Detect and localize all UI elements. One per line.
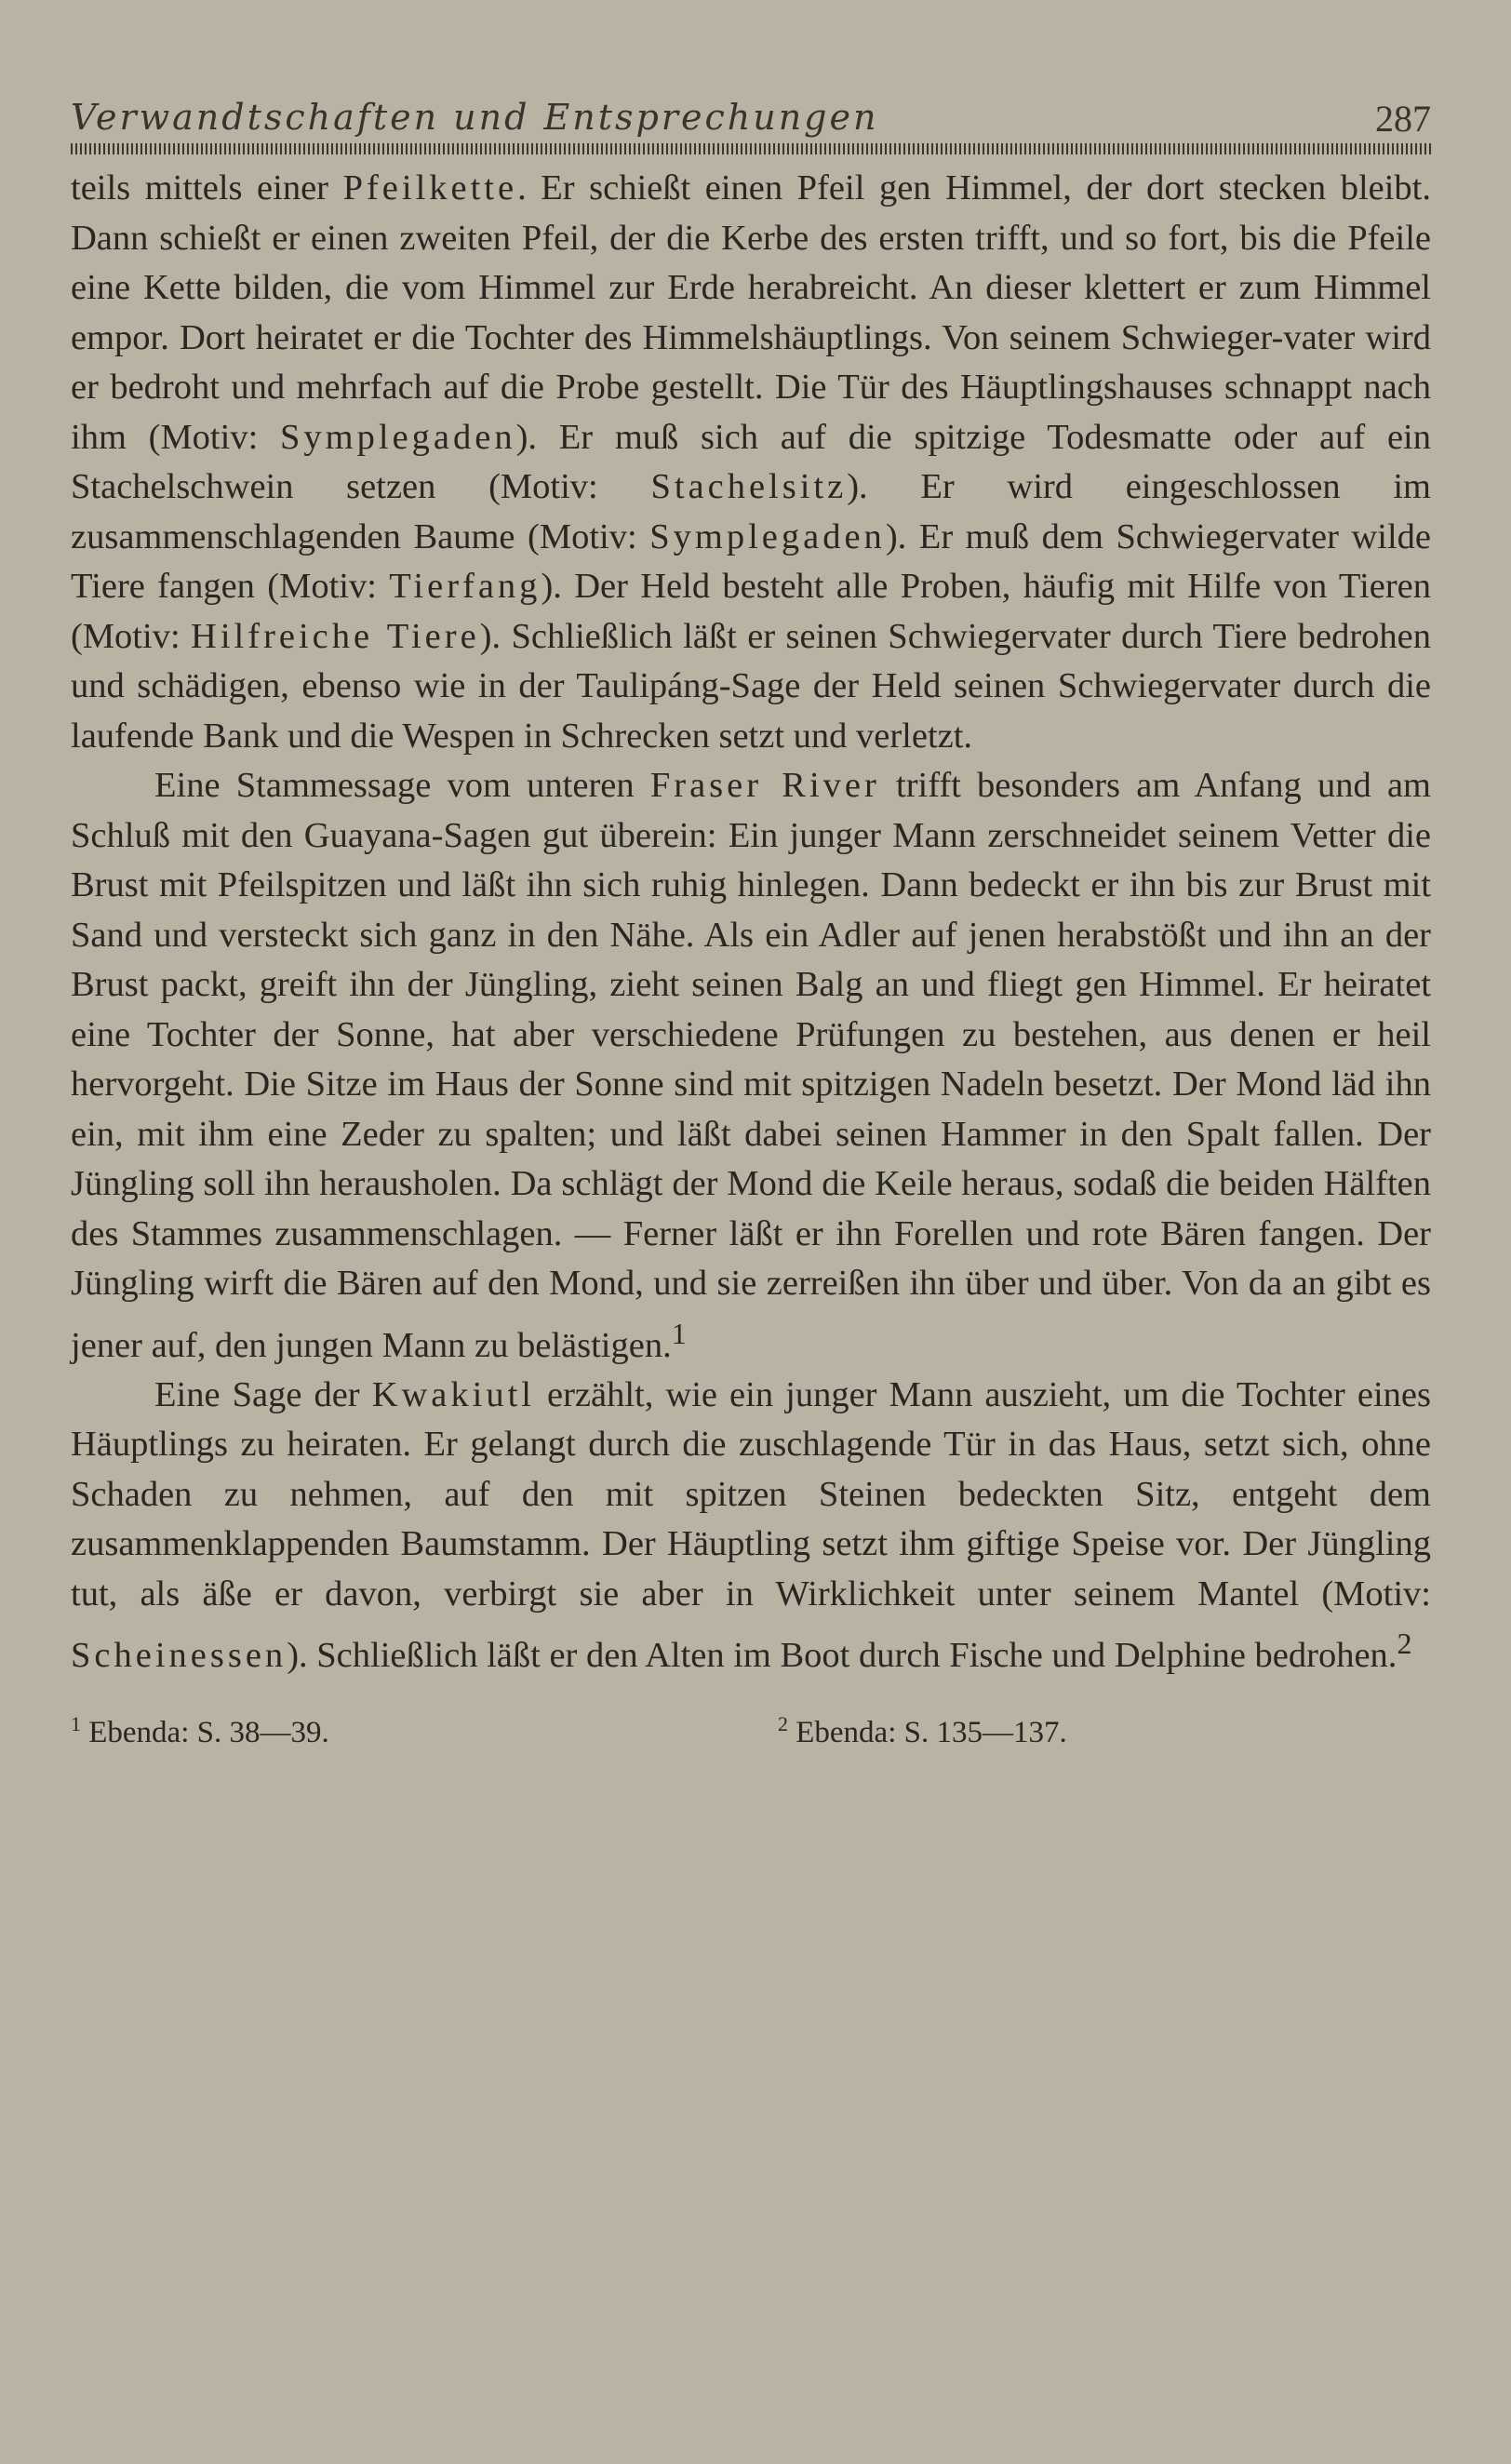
paragraph [71,164,1431,761]
footnote-reference: 1 [671,1316,687,1350]
spaced-emphasis: Hilfreiche Tiere [191,616,480,656]
spaced-emphasis: Symplegaden [649,516,886,556]
running-title: Verwandtschaften und Entsprechungen [71,97,879,138]
text-run: ). Schließlich läßt er seinen Schwiegervater durch Tiere bedrohen und schädigen, ebenso wie in der Taulipáng-Sage der Held seinen Schwiegervater durch die laufende Bank und die Wespen in Schrecken setzt und verletzt. [71,616,1431,756]
spaced-emphasis: Fraser River [649,766,880,805]
text-run: trifft besonders am Anfang und am Schluß mit den Guayana-Sagen gut überein: Ein junger Mann zerschneidet seinem Vetter die Brust mit Pfeilspitzen und läßt ihn sich ruhig hinlegen. Dann bedeckt er ihn bis zur Brust mit Sand und versteckt sich ganz in den Nähe. Als ein Adler auf jenen herabstößt und ihn an der Brust packt, greift ihn der Jüngling, zieht seinen Balg an und fliegt gen Himmel. Er heiratet eine Tochter der Sonne, hat aber verschiedene Prüfungen zu bestehen, aus denen er heil hervorgeht. Die Sitze im Haus der Sonne sind mit spitzigen Nadeln besetzt. Der Mond läd ihn ein, mit ihm eine Zeder zu spalten; und läßt dabei seinen Hammer in den Spalt fallen. Der Jüngling soll ihn herausholen. Da schlägt der Mond die Keile heraus, sodaß die beiden Hälften des Stammes zusammenschlagen. — Ferner läßt er ihn Forellen und rote Bären fangen. Der Jüngling wirft die Bären auf den Mond, und sie zerreißen ihn über und über. Von da an gibt es jener auf, den jungen Mann zu belästigen. [71,766,1432,1365]
text-run: ). Schließlich läßt er den Alten im Boot durch Fische und Delphine bedrohen. [287,1636,1397,1676]
text-run: teils mittels einer [71,168,343,208]
footnote-reference: 2 [1397,1627,1412,1661]
spaced-emphasis: Stachelsitz [650,467,848,506]
body-text [71,164,1431,1681]
text-run: Eine Sage der [154,1374,372,1414]
header-rule [71,143,1431,154]
text-run: Eine Stammessage vom unteren [154,766,650,805]
footnote-1 [71,1704,329,1753]
footnote-text: Ebenda: S. 38—39. [88,1715,329,1749]
footnote-mark: 2 [778,1711,788,1735]
footnote-text: Ebenda: S. 135—137. [796,1715,1067,1749]
text-run: ). Er wird eingeschlossen im zusammenschlagenden Baume (Motiv: [71,467,1431,556]
page-header [71,93,1431,145]
spaced-emphasis: Pfeilkette [342,168,518,208]
footnote-2 [778,1704,1067,1753]
text-run: ). Er muß sich auf die spitzige Todesmatte oder auf ein Stachelschwein setzen (Motiv: [71,417,1431,506]
spaced-emphasis: Symplegaden [280,417,516,457]
text-run: ). Der Held besteht alle Proben, häufig mit Hilfe von Tieren (Motiv: [71,567,1432,656]
paragraph [71,1371,1431,1681]
paragraph [71,761,1431,1371]
spaced-emphasis: Kwakiutl [371,1374,535,1414]
spaced-emphasis: Scheinessen [71,1636,287,1676]
text-run: erzählt, wie ein junger Mann auszieht, um die Tochter eines Häuptlings zu heiraten. Er gelangt durch die zuschlagende Tür in das Haus, setzt sich, ohne Schaden zu nehmen, auf den mit spitzen Steinen bedeckten Sitz, entgeht dem zusammenklappenden Baumstamm. Der Häuptling setzt ihm giftige Speise vor. Der Jüngling tut, als äße er davon, verbirgt sie aber in Wirklichkeit unter seinem Mantel (Motiv: [71,1374,1431,1614]
page-number: 287 [1375,98,1431,140]
spaced-emphasis: Tierfang [389,567,542,606]
book-page [71,93,1431,1750]
footnotes [71,1704,1431,1750]
footnote-mark: 1 [71,1711,81,1735]
text-run: ). Er muß dem Schwiegervater wilde Tiere fangen (Motiv: [71,516,1431,606]
text-run: . Er schießt einen Pfeil gen Himmel, der dort stecken bleibt. Dann schießt er einen zweiten Pfeil, der die Kerbe des ersten trifft, und so fort, bis die Pfeile eine Kette bilden, die vom Himmel zur Erde herabreicht. An dieser klettert er zum Himmel empor. Dort heiratet er die Tochter des Himmelshäuptlings. Von seinem Schwieger-vater wird er bedroht und mehrfach auf die Probe gestellt. Die Tür des Häuptlingshauses schnappt nach ihm (Motiv: [71,168,1431,457]
